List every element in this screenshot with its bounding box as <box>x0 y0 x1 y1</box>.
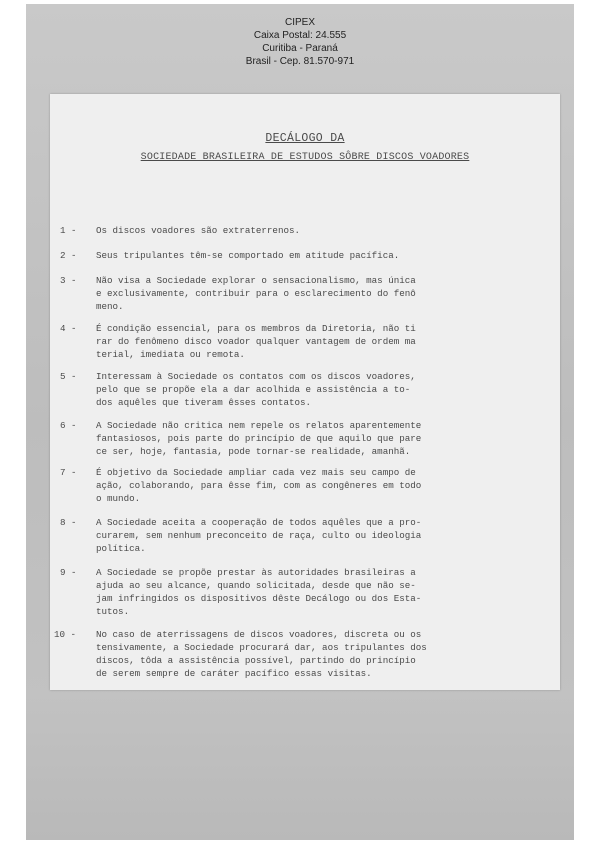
item-line: fantasiosos, pois parte do princípio de que aquilo que pare <box>96 433 422 444</box>
item-text <box>96 249 542 262</box>
item-line: e exclusivamente, contribuir para o esclarecimento do fenô <box>96 288 416 299</box>
item-line: política. <box>96 543 146 554</box>
item-number: 7 - <box>60 467 77 478</box>
scan-lower-area <box>26 690 574 840</box>
item-line: A Sociedade aceita a cooperação de todos aquêles que a pro- <box>96 517 422 528</box>
header-line: CIPEX <box>284 17 315 28</box>
item-line: ação, colaborando, para êsse fim, com as congêneres em todo <box>96 480 422 491</box>
item-text <box>96 566 542 618</box>
item-number: 10 - <box>54 629 77 640</box>
item-line: o mundo. <box>96 493 141 504</box>
item-line: Os discos voadores são extraterrenos. <box>96 225 300 236</box>
item-line: No caso de aterrissagens de discos voadores, discreta ou os <box>96 629 422 640</box>
item-number: 8 - <box>60 517 77 528</box>
item-line: Não visa a Sociedade explorar o sensacionalismo, mas única <box>96 275 416 286</box>
item-number: 6 - <box>60 420 77 431</box>
item-line: discos, tôda a assistência possível, partindo do princípio <box>96 655 416 666</box>
item-text <box>96 516 542 555</box>
item-text <box>96 322 542 361</box>
header-line: Brasil - Cep. 81.570-971 <box>245 56 355 67</box>
item-line: tutos. <box>96 606 130 617</box>
item-line: pelo que se propõe ela a dar acolhida e assistência a to- <box>96 384 411 395</box>
item-text <box>96 466 542 505</box>
item-line: tensivamente, a Sociedade procurará dar, aos tripulantes dos <box>96 642 427 653</box>
item-number: 4 - <box>60 323 77 334</box>
header-line: Caixa Postal: 24.555 <box>253 30 347 41</box>
typed-document <box>50 94 560 690</box>
item-number: 9 - <box>60 567 77 578</box>
item-line: meno. <box>96 301 124 312</box>
item-text <box>96 274 542 313</box>
item-number: 5 - <box>60 371 77 382</box>
item-text <box>96 419 542 458</box>
document-subtitle: SOCIEDADE BRASILEIRA DE ESTUDOS SÔBRE DISCOS VOADORES <box>140 152 470 163</box>
item-number: 1 - <box>60 225 77 236</box>
item-line: É condição essencial, para os membros da Diretoria, não ti <box>96 323 416 334</box>
item-text <box>96 370 542 409</box>
item-line: rar do fenômeno disco voador qualquer vantagem de ordem ma <box>96 336 416 347</box>
item-line: jam infringidos os dispositivos dêste Decálogo ou dos Esta- <box>96 593 422 604</box>
document-title: DECÁLOGO DA <box>265 132 345 145</box>
cipex-header <box>0 16 600 68</box>
item-line: curarem, sem nenhum preconceito de raça, culto ou ideologia <box>96 530 422 541</box>
item-line: É objetivo da Sociedade ampliar cada vez mais seu campo de <box>96 467 416 478</box>
item-line: de serem sempre de caráter pacífico essas visitas. <box>96 668 372 679</box>
item-number: 3 - <box>60 275 77 286</box>
item-line: ce ser, hoje, fantasia, pode tornar-se realidade, amanhã. <box>96 446 411 457</box>
item-line: terial, imediata ou remota. <box>96 349 245 360</box>
header-line: Curitiba - Paraná <box>262 43 338 54</box>
item-number: 2 - <box>60 250 77 261</box>
item-line: Seus tripulantes têm-se comportado em atitude pacífica. <box>96 250 400 261</box>
item-text <box>96 628 542 680</box>
item-line: ajuda ao seu alcance, quando solicitada, desde que não se- <box>96 580 416 591</box>
item-line: Interessam à Sociedade os contatos com os discos voadores, <box>96 371 416 382</box>
item-text <box>96 224 542 237</box>
item-line: A Sociedade se propõe prestar às autoridades brasileiras a <box>96 567 416 578</box>
item-line: A Sociedade não critica nem repele os relatos aparentemente <box>96 420 422 431</box>
item-line: dos aquêles que tiveram êsses contatos. <box>96 397 312 408</box>
